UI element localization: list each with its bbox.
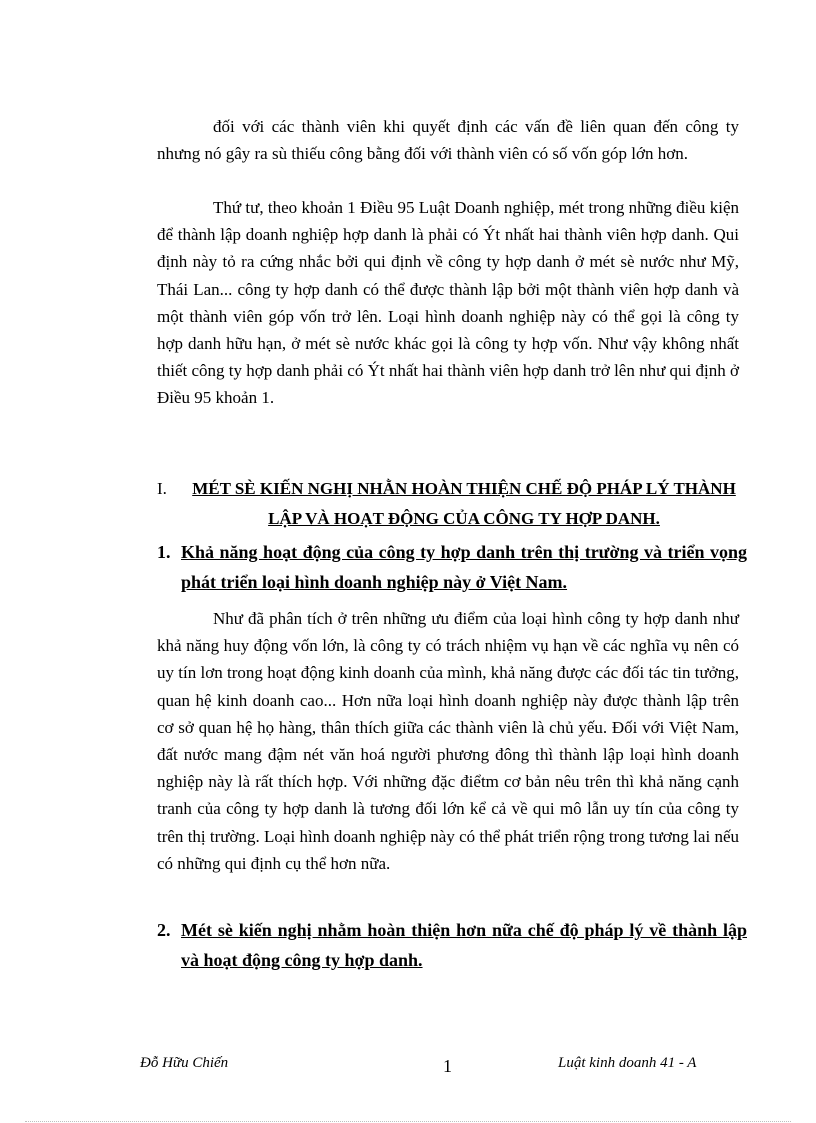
subsection-heading-1 <box>157 537 747 597</box>
page-bottom-divider <box>25 1121 791 1122</box>
footer-page-number: 1 <box>443 1056 452 1076</box>
footer-course: Luật kinh doanh 41 - A <box>558 1055 697 1071</box>
section-title: MÉT SÈ KIẾN NGHỊ NHẰN HOÀN THIỆN CHẾ ĐỘ PHÁP LÝ THÀNH LẬP VÀ HOẠT ĐỘNG CỦA CÔNG TY HỢP DANH. <box>192 479 736 528</box>
subsection-heading-2 <box>157 915 747 975</box>
subsection-title: Mét sè kiến nghị nhằm hoàn thiện hơn nữa chế độ pháp lý về thành lập và hoạt động công ty hợp danh. <box>181 920 747 970</box>
section-number: I. <box>157 479 167 498</box>
subsection-title: Khả năng hoạt động của công ty hợp danh trên thị trường và triển vọng phát triển loại hình doanh nghiệp này ở Việt Nam. <box>181 542 747 592</box>
paragraph-1: đối với các thành viên khi quyết định các vấn đề liên quan đến công ty nhưng nó gây ra sù thiếu công bằng đối với thành viên có số vốn góp lớn hơn. <box>157 117 739 164</box>
subsection-number: 1. <box>157 542 171 562</box>
paragraph-3: Như đã phân tích ở trên những ưu điểm của loại hình công ty hợp danh như khả năng huy động vốn lớn, là công ty có trách nhiệm vụ hạn về các nghĩa vụ nên có uy tín lơn trong hoạt động kinh doanh của mình, khả năng được các đối tác tin tưởng, quan hệ kinh doanh cao... Hơn nữa loại hình doanh nghiệp này được thành lập trên cơ sở quan hệ họ hàng, thân thích giữa các thành viên là chủ yếu. Đối với Việt Nam, đất nước mang đậm nét văn hoá người phương đông thì thành lập loại hình doanh nghiệp này là rất thích hợp. Với những đặc điểtm cơ bản nêu trên thì khả năng cạnh tranh của công ty hợp danh là tương đối lớn kể cả về qui mô lẫn uy tín của công ty trên thị trường. Loại hình doanh nghiệp này có thể phát triển rộng trong tương lai nếu có những qui định cụ thể hơn nữa. <box>157 609 739 873</box>
paragraph-2: Thứ tư, theo khoản 1 Điều 95 Luật Doanh nghiệp, mét trong những điều kiện để thành lập doanh nghiệp hợp danh là phải có Ýt nhất hai thành viên hợp danh. Qui định này tỏ ra cứng nhắc bởi qui định về công ty hợp danh ở mét sè nước như Mỹ, Thái Lan... công ty hợp danh có thể được thành lập bởi một thành viên hợp danh và một thành viên góp vốn trở lên. Loại hình doanh nghiệp này có thể gọi là công ty hợp danh hữu hạn, ở mét sè nước khác gọi là công ty hợp vốn. Như vậy không nhất thiết công ty hợp danh phải có Ýt nhất hai thành viên hợp danh trở lên như qui định ở Điều 95 khoản 1. <box>157 198 739 408</box>
section-heading-roman <box>157 474 747 534</box>
subsection-number: 2. <box>157 920 171 940</box>
footer-author: Đỗ Hữu Chiến <box>140 1055 229 1071</box>
